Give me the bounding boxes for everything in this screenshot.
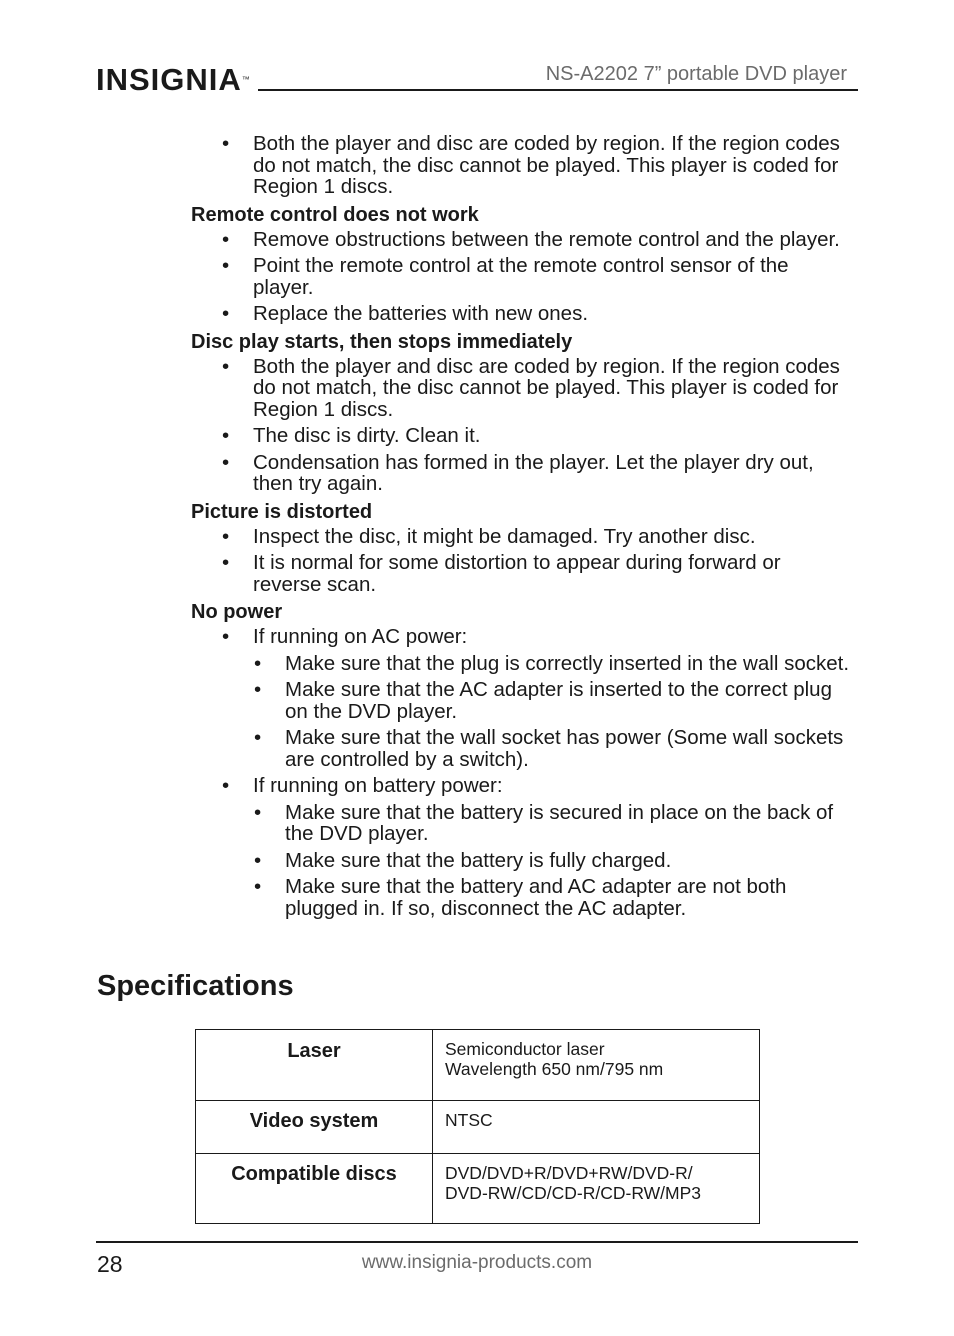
spec-value-line: NTSC: [445, 1110, 493, 1130]
list-item-text: Make sure that the battery is secured in place on the back of the DVD player.: [285, 800, 834, 845]
list-item: [191, 552, 853, 595]
sub-list-item: [191, 876, 853, 919]
trademark-mark: ™: [241, 75, 250, 84]
bullet-icon: •: [254, 848, 262, 872]
list-item-text: Make sure that the battery is fully charged.: [285, 848, 672, 872]
bullet-icon: •: [222, 524, 230, 548]
specifications-title: Specifications: [97, 970, 294, 1002]
spec-value-line: Semiconductor laser: [445, 1039, 605, 1059]
list-item: [191, 303, 853, 325]
no-power-heading: No power: [191, 601, 283, 623]
list-item-text: If running on AC power:: [253, 625, 468, 648]
bullet-icon: •: [222, 450, 230, 474]
spec-value-line: DVD-RW/CD/CD-R/CD-RW/MP3: [445, 1183, 702, 1203]
disc-stops-heading: Disc play starts, then stops immediately: [191, 330, 573, 353]
bullet-icon: •: [222, 424, 230, 447]
sub-list-item: [191, 653, 853, 675]
footer-divider: [96, 1241, 858, 1243]
spec-label: Compatible discs: [196, 1154, 433, 1224]
bullet-icon: •: [254, 651, 262, 675]
list-item-text: If running on battery power:: [253, 774, 503, 797]
list-item: [191, 452, 853, 495]
list-item-text: Make sure that the battery and AC adapter are not both plugged in. If so, disconnect the AC adapter.: [285, 875, 787, 920]
list-item: [191, 526, 853, 548]
spec-value-line: Wavelength 650 nm/795 nm: [445, 1059, 664, 1079]
specifications-table: [195, 1029, 760, 1224]
brand-name: INSIGNIA: [96, 62, 242, 97]
troubleshooting-section: [191, 133, 853, 924]
list-item: [191, 775, 853, 797]
table-row: [196, 1101, 760, 1154]
spec-value: [433, 1101, 760, 1154]
bullet-icon: •: [254, 726, 262, 749]
header-divider: [258, 89, 858, 91]
list-item-text: It is normal for some distortion to appear during forward or reverse scan.: [253, 551, 781, 596]
list-item-text: Inspect the disc, it might be damaged. Try another disc.: [253, 524, 756, 548]
page-number: 28: [97, 1251, 123, 1277]
bullet-icon: •: [222, 625, 230, 648]
bullet-icon: •: [254, 678, 262, 701]
list-item-text: Make sure that the wall socket has power (Some wall sockets are controlled by a switch).: [285, 726, 844, 771]
list-item-text: Remove obstructions between the remote control and the player.: [253, 227, 840, 251]
list-item-text: Make sure that the AC adapter is inserted to the correct plug on the DVD player.: [285, 678, 832, 723]
bullet-icon: •: [222, 354, 230, 378]
bullet-icon: •: [222, 551, 230, 574]
bullet-icon: •: [222, 227, 230, 251]
sub-list-item: [191, 802, 853, 845]
document-title: NS-A2202 7” portable DVD player: [545, 63, 847, 85]
spec-label: Laser: [196, 1030, 433, 1101]
bullet-icon: •: [222, 302, 230, 325]
sub-list-item: [191, 850, 853, 872]
list-item-text: Point the remote control at the remote control sensor of the player.: [253, 254, 789, 299]
insignia-logo: [96, 62, 250, 98]
table-row: [196, 1030, 760, 1101]
list-item: [191, 255, 853, 298]
list-item-text: Replace the batteries with new ones.: [253, 302, 589, 325]
spec-value-line: DVD/DVD+R/DVD+RW/DVD-R/: [445, 1163, 693, 1183]
list-item: [191, 133, 853, 198]
spec-label: Video system: [196, 1101, 433, 1154]
footer-url: www.insignia-products.com: [361, 1252, 593, 1273]
spec-value: [433, 1154, 760, 1224]
list-item-text: Both the player and disc are coded by region. If the region codes do not match, the disc cannot be played. This player is coded for Region 1 discs.: [253, 354, 840, 421]
bullet-icon: •: [222, 774, 230, 797]
list-item: [191, 626, 853, 648]
remote-heading: Remote control does not work: [191, 203, 479, 226]
bullet-icon: •: [254, 800, 262, 824]
picture-heading: Picture is distorted: [191, 500, 373, 523]
list-item-text: Both the player and disc are coded by region. If the region codes do not match, the disc cannot be played. This player is coded for Region 1 discs.: [253, 132, 840, 198]
sub-list-item: [191, 727, 853, 770]
table-row: [196, 1154, 760, 1224]
spec-value: [433, 1030, 760, 1101]
list-item: [191, 425, 853, 447]
bullet-icon: •: [254, 875, 262, 898]
bullet-icon: •: [222, 254, 230, 277]
list-item-text: Condensation has formed in the player. Let the player dry out, then try again.: [253, 450, 814, 495]
list-item-text: Make sure that the plug is correctly inserted in the wall socket.: [285, 651, 850, 675]
list-item-text: The disc is dirty. Clean it.: [253, 424, 481, 447]
sub-list-item: [191, 679, 853, 722]
list-item: [191, 229, 853, 251]
list-item: [191, 356, 853, 421]
bullet-icon: •: [222, 132, 230, 155]
